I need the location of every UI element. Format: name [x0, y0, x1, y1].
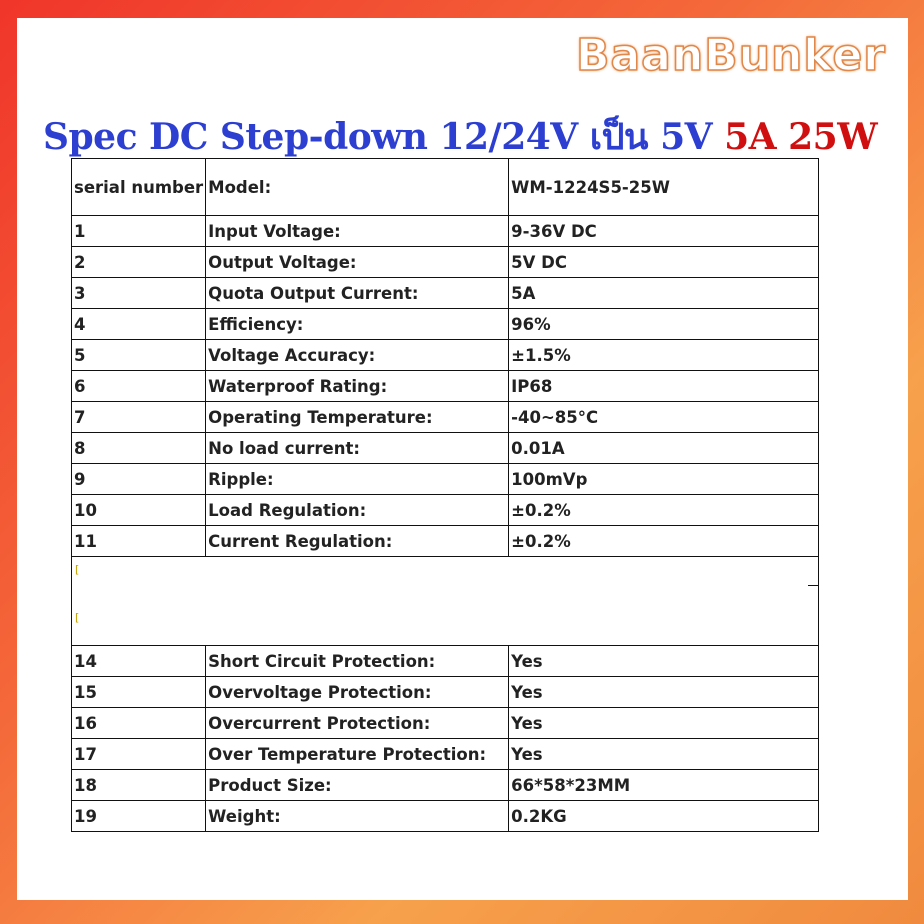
table-row — [72, 278, 819, 309]
spec-label-cell: Product Size: — [206, 770, 509, 801]
serial-cell: 2 — [72, 247, 206, 278]
table-row — [72, 340, 819, 371]
serial-cell: 7 — [72, 402, 206, 433]
spec-value-cell: Yes — [509, 708, 819, 739]
spec-label-cell: Operating Temperature: — [206, 402, 509, 433]
serial-cell: 4 — [72, 309, 206, 340]
spec-value-cell: 9-36V DC — [509, 216, 819, 247]
table-row — [72, 216, 819, 247]
title-accent: 5A 25W — [724, 116, 878, 158]
table-row — [72, 464, 819, 495]
marker-glyph: [ — [75, 611, 80, 624]
spec-label-cell: Current Regulation: — [206, 526, 509, 557]
serial-cell: 17 — [72, 739, 206, 770]
spec-label-cell: Short Circuit Protection: — [206, 646, 509, 677]
title-main: Spec DC Step-down 12/24V เป็น 5V — [43, 116, 725, 158]
serial-cell: 16 — [72, 708, 206, 739]
spec-label-cell: Overcurrent Protection: — [206, 708, 509, 739]
serial-cell: 19 — [72, 801, 206, 832]
spec-label-cell: Ripple: — [206, 464, 509, 495]
spec-value-cell: ±0.2% — [509, 526, 819, 557]
spec-value-cell: 96% — [509, 309, 819, 340]
serial-cell: 3 — [72, 278, 206, 309]
table-row — [72, 247, 819, 278]
model-value: WM-1224S5-25W — [509, 159, 819, 216]
table-row — [72, 526, 819, 557]
spec-label-cell: Input Voltage: — [206, 216, 509, 247]
table-row — [72, 402, 819, 433]
spec-value-cell: IP68 — [509, 371, 819, 402]
table-row — [72, 371, 819, 402]
serial-cell: 10 — [72, 495, 206, 526]
page-title — [43, 108, 877, 165]
table-row — [72, 801, 819, 832]
serial-cell: 9 — [72, 464, 206, 495]
serial-cell: 8 — [72, 433, 206, 464]
spec-label-cell: Output Voltage: — [206, 247, 509, 278]
serial-cell: 11 — [72, 526, 206, 557]
table-row — [72, 739, 819, 770]
table-row — [72, 708, 819, 739]
spec-label-cell: Over Temperature Protection: — [206, 739, 509, 770]
table-row — [72, 433, 819, 464]
blank-cell — [72, 557, 819, 646]
serial-cell: 1 — [72, 216, 206, 247]
serial-cell: 14 — [72, 646, 206, 677]
spec-value-cell: ±1.5% — [509, 340, 819, 371]
serial-cell: 6 — [72, 371, 206, 402]
spec-label-cell: Load Regulation: — [206, 495, 509, 526]
spec-value-cell: ±0.2% — [509, 495, 819, 526]
spec-value-cell: Yes — [509, 739, 819, 770]
spec-label-cell: Waterproof Rating: — [206, 371, 509, 402]
spec-value-cell: Yes — [509, 646, 819, 677]
spec-label-cell: Quota Output Current: — [206, 278, 509, 309]
spec-label-cell: Voltage Accuracy: — [206, 340, 509, 371]
table-header-row — [72, 159, 819, 216]
spec-value-cell: 5V DC — [509, 247, 819, 278]
spec-value-cell: Yes — [509, 677, 819, 708]
spec-table — [71, 158, 819, 832]
spec-value-cell: 0.2KG — [509, 801, 819, 832]
spec-label-cell: Overvoltage Protection: — [206, 677, 509, 708]
table-row — [72, 677, 819, 708]
spec-value-cell: -40~85°C — [509, 402, 819, 433]
marker-glyph: [ — [75, 563, 80, 576]
serial-cell: 18 — [72, 770, 206, 801]
table-row — [72, 646, 819, 677]
table-row — [72, 495, 819, 526]
spec-value-cell: 5A — [509, 278, 819, 309]
spec-value-cell: 100mVp — [509, 464, 819, 495]
model-label: Model: — [206, 159, 509, 216]
spec-value-cell: 66*58*23MM — [509, 770, 819, 801]
serial-cell: 15 — [72, 677, 206, 708]
spec-label-cell: No load current: — [206, 433, 509, 464]
table-row — [72, 770, 819, 801]
serial-cell: 5 — [72, 340, 206, 371]
table-row — [72, 309, 819, 340]
blank-table-region — [72, 557, 819, 646]
spec-label-cell: Weight: — [206, 801, 509, 832]
brand-logo: BaanBunker — [575, 30, 886, 81]
spec-label-cell: Efficiency: — [206, 309, 509, 340]
serial-number-header: serial number — [72, 159, 206, 216]
divider — [808, 585, 818, 586]
spec-value-cell: 0.01A — [509, 433, 819, 464]
